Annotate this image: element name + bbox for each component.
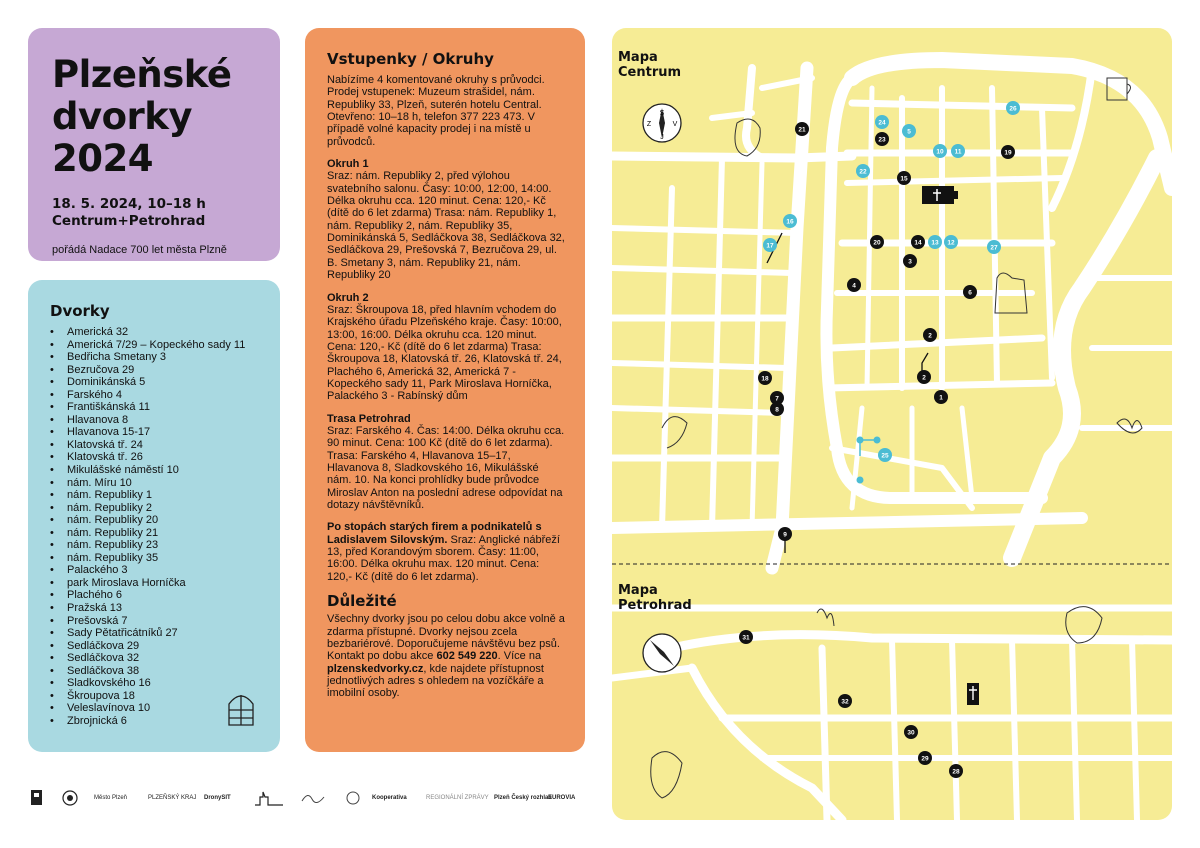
compass-letter-n: S: [659, 110, 665, 117]
map-pin-label: 25: [881, 452, 889, 460]
map-pin[interactable]: [933, 144, 947, 158]
map-pin[interactable]: [917, 370, 931, 384]
map-pin[interactable]: [1006, 101, 1020, 115]
yard-list-item: • Škroupova 18: [50, 690, 260, 703]
window-icon: [226, 690, 256, 726]
yard-list-item: • Sedláčkova 32: [50, 652, 260, 665]
compass-centrum-icon: [643, 104, 681, 142]
map-title-centrum-line-1: Mapa: [618, 50, 658, 65]
map-pin-label: 27: [990, 244, 998, 252]
sponsor-round-logo-icon: [344, 789, 362, 807]
map-title-petrohrad-line-1: Mapa: [618, 583, 658, 598]
map-pin[interactable]: [1001, 145, 1015, 159]
map-pin[interactable]: [911, 235, 925, 249]
map-pin[interactable]: [928, 235, 942, 249]
sponsor-logos: [28, 785, 588, 815]
map-pin-label: 6: [968, 289, 972, 297]
map-pin[interactable]: [875, 132, 889, 146]
yard-list-item: • Pražská 13: [50, 602, 260, 615]
tour-path: [922, 353, 928, 373]
church-icon: [922, 186, 958, 204]
yard-list-item: • Bezručova 29: [50, 364, 260, 377]
yard-list-item: • Veleslavínova 10: [50, 702, 260, 715]
tour-2-name: Okruh 2: [327, 291, 369, 304]
event-title: [52, 54, 256, 180]
yard-list-item: • Palackého 3: [50, 564, 260, 577]
map-pin[interactable]: [944, 235, 958, 249]
map-pin-label: 3: [908, 258, 912, 266]
event-organizer: pořádá Nadace 700 let města Plzně: [52, 244, 227, 256]
map-pin[interactable]: [949, 764, 963, 778]
map-pin-label: 19: [1004, 149, 1012, 157]
yard-list-item: • Františkánská 11: [50, 401, 260, 414]
title-line-1: Plzeňské: [52, 53, 232, 96]
tickets-heading: Vstupenky / Okruhy: [327, 50, 494, 68]
yard-list-item: • Mikulášské náměstí 10: [50, 464, 260, 477]
map-pin[interactable]: [923, 328, 937, 342]
map-pin[interactable]: [897, 171, 911, 185]
map-pin-label: 20: [873, 239, 881, 247]
yard-list-panel: [28, 280, 280, 752]
map-pin[interactable]: [838, 694, 852, 708]
church-petrohrad-icon: [967, 683, 979, 705]
map-pin-label: 28: [952, 768, 960, 776]
sponsor-signature-icon: [300, 789, 326, 807]
map-pin-label: 8: [775, 406, 779, 414]
yard-list-item: • nám. Republiky 2: [50, 502, 260, 515]
map-pin-label: 7: [775, 395, 779, 403]
title-line-3: 2024: [52, 137, 153, 180]
map-pin[interactable]: [739, 630, 753, 644]
event-area: Centrum+Petrohrad: [52, 213, 206, 229]
yard-list-item: • Zbrojnická 6: [50, 715, 260, 728]
map-pin-label: 23: [878, 136, 886, 144]
tickets-intro: Nabízíme 4 komentované okruhy s průvodci. Prodej vstupenek: Muzeum strašidel, nám. Republiky 33, Plzeň, suterén hotelu Central. Otevřeno: 10–18 h, telefon 377 223 473. V případě volné kapacity prodej i na místě u průvodců.: [327, 74, 545, 148]
map-pin-label: 22: [859, 168, 867, 176]
yard-list: [50, 326, 260, 728]
map-pin[interactable]: [783, 214, 797, 228]
important-heading: Důležité: [327, 592, 397, 611]
map-pin[interactable]: [902, 124, 916, 138]
yard-list-item: • Klatovská tř. 26: [50, 451, 260, 464]
map-title-centrum-line-2: Centrum: [618, 65, 682, 80]
route-dot: [874, 437, 881, 444]
contact-phone: 602 549 220: [436, 650, 498, 663]
yard-list-item: • Dominikánská 5: [50, 376, 260, 389]
yard-list-item: • nám. Republiky 35: [50, 552, 260, 565]
important-text-part: Všechny dvorky jsou po celou dobu akce volně a zdarma přístupné. Dvorky nejsou zcela bezbariérové. Doporučujeme návštěvu bez psů. Kontakt po dobu akce: [327, 613, 565, 663]
map-pin[interactable]: [763, 238, 777, 252]
map-pin-label: 29: [921, 755, 929, 763]
map-pin-label: 5: [907, 128, 911, 136]
figure-doodle-icon: [651, 752, 682, 798]
map-pin-label: 15: [900, 175, 908, 183]
map-pin[interactable]: [870, 235, 884, 249]
yard-list-item: • Sedláčkova 38: [50, 665, 260, 678]
street-network: [612, 60, 1172, 820]
sponsor-skyline-icon: [254, 789, 284, 807]
map-pin-label: 12: [947, 239, 955, 247]
map-pin-label: 30: [907, 729, 915, 737]
yard-list-item: • Prešovská 7: [50, 615, 260, 628]
compass-letter-e: V: [672, 121, 678, 128]
route-dot: [857, 437, 864, 444]
map-pin[interactable]: [987, 240, 1001, 254]
map-panel: [612, 28, 1172, 820]
compass-petrohrad-icon: [643, 634, 681, 672]
map-pin-label: 21: [798, 126, 806, 134]
firms-tour: [327, 521, 565, 583]
map-pin[interactable]: [951, 144, 965, 158]
map-pin-label: 1: [939, 394, 943, 402]
compass-letter-s: J: [660, 134, 664, 141]
yard-list-item: • park Miroslava Horníčka: [50, 577, 260, 590]
map-pin[interactable]: [963, 285, 977, 299]
sponsor-logo-mark-icon: [30, 789, 44, 807]
map-title-centrum: [618, 50, 681, 80]
map-pin-label: 31: [742, 634, 750, 642]
map-pin[interactable]: [878, 448, 892, 462]
map-pin-label: 11: [954, 148, 962, 156]
tour-1-name: Okruh 1: [327, 158, 369, 171]
yard-list-item: • nám. Republiky 20: [50, 514, 260, 527]
yard-list-item: • Bedřicha Smetany 3: [50, 351, 260, 364]
important-text-part: . Více na: [497, 650, 542, 663]
tour-1-text: Sraz: nám. Republiky 2, před výlohou svatebního salonu. Časy: 10:00, 12:00, 14:00. Délka okruhu cca. 120 minut. Cena: 120,- Kč (dítě do 6 let zdarma) Trasa: nám. Republiky 1, nám. Republiky 2, nám. Republiky 35, Dominikánská 5, Sedláčkova 38, Sedláčkova 32, Sedláčkova 29, Prešovská 7, Bezručova 29, ul. B. Smetany 3, nám. Republiky 21, nám. Republiky 20: [327, 170, 565, 282]
event-date: [52, 196, 256, 230]
sponsor-crest-icon: [62, 789, 78, 807]
logo-mesto-plzen: Město Plzeň: [94, 795, 128, 801]
map-pin[interactable]: [847, 278, 861, 292]
important-text: [327, 613, 565, 699]
yard-list-item: • nám. Republiky 21: [50, 527, 260, 540]
map-pin[interactable]: [758, 371, 772, 385]
website-link[interactable]: plzenskedvorky.cz: [327, 662, 424, 675]
map-pin-label: 26: [1009, 105, 1017, 113]
map-pin-label: 32: [841, 698, 849, 706]
yard-list-item: • Farského 4: [50, 389, 260, 402]
map-pin-label: 13: [931, 239, 939, 247]
map-pin-label: 9: [783, 531, 787, 539]
firms-tour-name: Po stopách starých firem a podnikatelů s Ladislavem Silovským.: [327, 521, 542, 546]
yard-list-item: • Klatovská tř. 24: [50, 439, 260, 452]
city-map[interactable]: [612, 28, 1172, 820]
map-pin[interactable]: [934, 390, 948, 404]
important-text-part: , kde najdete přístupnost jednotlivých adres s ohledem na vozíčkáře a imobilní osoby.: [327, 662, 544, 700]
event-date-time: 18. 5. 2024, 10–18 h: [52, 196, 206, 212]
tickets-panel: [305, 28, 585, 752]
map-pin[interactable]: [904, 725, 918, 739]
tour-petrohrad-text: Sraz: Farského 4. Čas: 14:00. Délka okruhu cca. 90 minut. Cena: 100 Kč (dítě do 6 let zdarma). Trasa: Farského 4, Hlavanova 15–17, Hlavanova 8, Sladkovského 16, Mikulášské nám. 10. Na konci prohlídky bude průvodce Miroslav Anton na poslední adrese odpovídat na dotazy návštěvníků.: [327, 424, 565, 511]
compass-letter-w: Z: [646, 121, 652, 128]
map-pin-label: 2: [928, 332, 932, 340]
map-pin-label: 17: [766, 242, 774, 250]
tour-petrohrad-name: Trasa Petrohrad: [327, 412, 411, 425]
map-pin-label: 10: [936, 148, 944, 156]
logo-eurovia: EUROVIA: [548, 795, 576, 801]
title-panel: [28, 28, 280, 261]
map-pin[interactable]: [770, 402, 784, 416]
yard-list-item: • Hlavanova 8: [50, 414, 260, 427]
yard-list-item: • Sladkovského 16: [50, 677, 260, 690]
map-pin-label: 2: [922, 374, 926, 382]
map-pin[interactable]: [856, 164, 870, 178]
map-title-petrohrad-line-2: Petrohrad: [618, 598, 692, 613]
yard-list-item: • Sedláčkova 29: [50, 640, 260, 653]
firms-tour-text: Sraz: Anglické nábřeží 13, před Korandovým sborem. Časy: 11:00, 16:00. Délka okruhu max. 120 minut. Cena: 120,- Kč (dítě do 6 let zdarma).: [327, 533, 560, 583]
logo-kooperativa: Kooperativa: [372, 795, 407, 801]
map-pin-label: 24: [878, 119, 886, 127]
logo-dronysit: DronySIT: [204, 795, 231, 801]
map-pin-label: 18: [761, 375, 769, 383]
logo-plzensky-kraj: PLZEŇSKÝ KRAJ: [148, 795, 197, 801]
yard-list-heading: Dvorky: [50, 302, 110, 320]
hand-doodle-icon: [817, 609, 834, 626]
logo-plzen-cesky-rozhlas: Plzeň Český rozhlas: [494, 795, 552, 801]
map-pin[interactable]: [795, 122, 809, 136]
map-pin[interactable]: [778, 527, 792, 541]
map-title-petrohrad: [618, 583, 692, 613]
logo-regionalni-zpravy: REGIONÁLNÍ ZPRÁVY: [426, 795, 489, 801]
map-pin[interactable]: [918, 751, 932, 765]
yard-list-item: • nám. Republiky 23: [50, 539, 260, 552]
yard-list-item: • Americká 32: [50, 326, 260, 339]
yard-list-item: • Americká 7/29 – Kopeckého sady 11: [50, 339, 260, 352]
route-dot: [857, 477, 864, 484]
map-pin-label: 4: [852, 282, 856, 290]
map-pin-label: 16: [786, 218, 794, 226]
title-line-2: dvorky: [52, 95, 192, 138]
tour-2-text: Sraz: Škroupova 18, před hlavním vchodem do Krajského úřadu Plzeňského kraje. Časy: 10:00, 13:00, 16:00. Délka okruhu cca. 120 minut. Cena: 120,- Kč (dítě do 6 let zdarma) Trasa: Škroupova 18, Klatovská tř. 26, Klatovská tř. 24, Plachého 6, Americká 32, Americká 7 - Kopeckého sady 11, Park Miroslava Horníčka, Palackého 3 - Rabínský dům: [327, 303, 562, 403]
yard-list-item: • Plachého 6: [50, 589, 260, 602]
yard-list-item: • Hlavanova 15-17: [50, 426, 260, 439]
map-pin[interactable]: [903, 254, 917, 268]
yard-list-item: • Sady Pětatřicátníků 27: [50, 627, 260, 640]
yard-list-item: • nám. Republiky 1: [50, 489, 260, 502]
map-pin-label: 14: [914, 239, 922, 247]
map-pin[interactable]: [875, 115, 889, 129]
yard-list-item: • nám. Míru 10: [50, 477, 260, 490]
